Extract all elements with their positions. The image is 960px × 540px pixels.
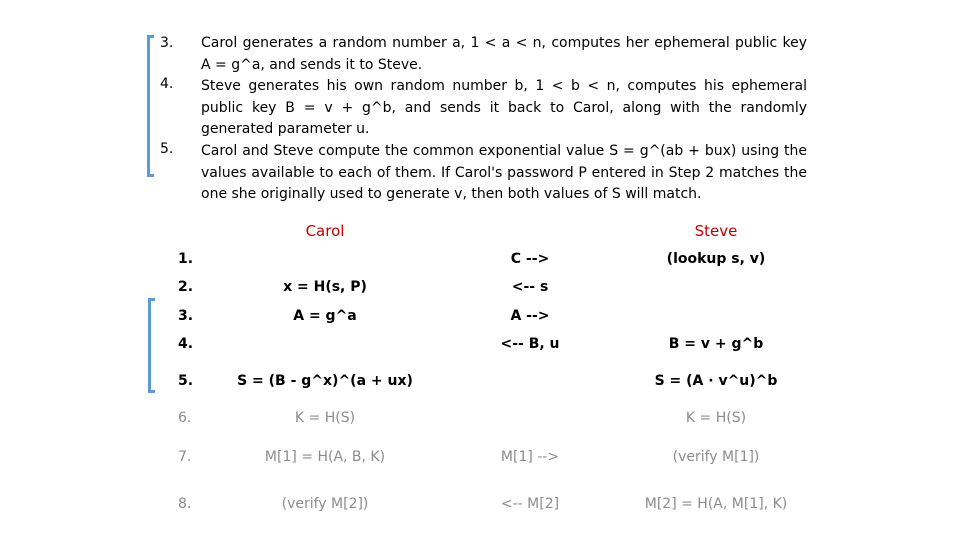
row-8-number: 8. [178, 496, 192, 512]
row-5-number: 5. [178, 373, 194, 389]
intro-step-4-text: Steve generates his own random number b, 1 < b < n, computes his ephemeral public key B = v + g^b, and sends it back to Carol, along with the randomly generated parameter u. [201, 78, 807, 137]
intro-step-5-number: 5. [160, 141, 174, 157]
row-4-message: <-- B, u [500, 336, 560, 352]
intro-step-5-text: Carol and Steve compute the common exponential value S = g^(ab + bux) using the values available to each of them. If Carol's password P entered in Step 2 matches the one she originally used to generate v, then both values of S will match. [201, 143, 807, 202]
intro-bracket [147, 38, 150, 174]
row-3-carol: A = g^a [293, 308, 357, 324]
carol-header: Carol [305, 222, 345, 240]
row-1-number: 1. [178, 251, 194, 267]
row-7-message: M[1] --> [500, 449, 560, 465]
row-4-steve: B = v + g^b [668, 336, 764, 352]
row-1-steve: (lookup s, v) [666, 251, 766, 267]
row-1-message: C --> [510, 251, 550, 267]
row-2-number: 2. [178, 279, 194, 295]
row-2-carol: x = H(s, P) [283, 279, 367, 295]
intro-step-3-text: Carol generates a random number a, 1 < a < n, computes her ephemeral public key A = g^a, and sends it to Steve. [201, 35, 807, 73]
intro-step-3-number: 3. [160, 35, 174, 51]
row-7-number: 7. [178, 449, 192, 465]
row-2-message: <-- s [511, 279, 549, 295]
row-6-steve: K = H(S) [685, 410, 747, 426]
row-8-message: <-- M[2] [500, 496, 560, 512]
intro-step-4-number: 4. [160, 76, 174, 92]
table-bracket [148, 301, 151, 390]
steve-header: Steve [694, 222, 738, 240]
row-8-carol: (verify M[2]) [281, 496, 369, 512]
row-3-message: A --> [510, 308, 550, 324]
row-7-carol: M[1] = H(A, B, K) [264, 449, 386, 465]
row-6-carol: K = H(S) [294, 410, 356, 426]
row-3-number: 3. [178, 308, 194, 324]
row-6-number: 6. [178, 410, 192, 426]
row-4-number: 4. [178, 336, 194, 352]
row-7-steve: (verify M[1]) [672, 449, 760, 465]
row-5-steve: S = (A · v^u)^b [654, 373, 778, 389]
row-8-steve: M[2] = H(A, M[1], K) [644, 496, 788, 512]
row-5-carol: S = (B - g^x)^(a + ux) [237, 373, 413, 389]
